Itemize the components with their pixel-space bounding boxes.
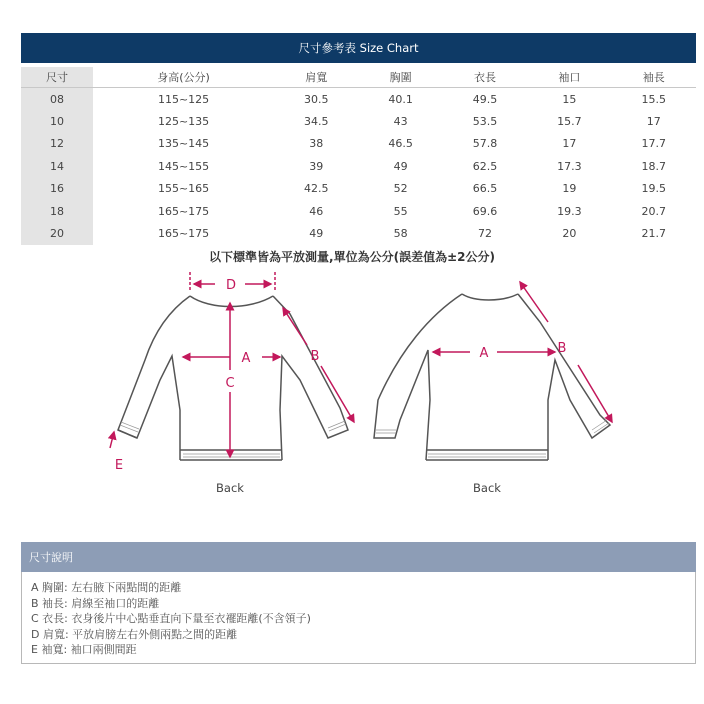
- table-cell: 145~155: [157, 159, 210, 173]
- column-header: 袖口: [527, 67, 611, 88]
- table-cell: 20.7: [641, 204, 667, 218]
- label-a: A: [241, 351, 251, 366]
- caption-left-back: Back: [216, 481, 244, 495]
- table-cell: 62.5: [472, 159, 498, 173]
- table-cell: 17: [646, 115, 661, 129]
- table-cell: 52: [393, 182, 408, 196]
- explanation-item: C 衣長: 衣身後片中心點垂直向下量至衣襬距離(不含領子): [31, 612, 311, 625]
- table-cell: 38: [309, 137, 324, 151]
- table-cell: 19.5: [641, 182, 667, 196]
- size-cell: 08: [21, 88, 93, 111]
- label-b-back: B: [557, 341, 567, 356]
- column-header: 袖長: [612, 67, 696, 88]
- table-cell: 19: [562, 182, 577, 196]
- table-cell: 15.7: [557, 115, 582, 129]
- table-cell: 39: [309, 159, 324, 173]
- size-cell: 14: [21, 155, 93, 177]
- table-cell: 57.8: [472, 137, 498, 151]
- size-cell: 18: [21, 200, 93, 222]
- explanation-item: A 胸圍: 左右腋下兩點間的距離: [31, 581, 182, 594]
- table-row: [21, 110, 696, 132]
- table-cell: 66.5: [472, 182, 498, 196]
- back-ribbing: [376, 420, 609, 457]
- size-cell: 20: [21, 222, 93, 244]
- size-cell: 12: [21, 133, 93, 155]
- table-cell: 21.7: [641, 227, 667, 241]
- table-cell: 43: [393, 115, 408, 129]
- table-cell: 30.5: [304, 92, 329, 106]
- column-header: 胸圍: [358, 67, 442, 88]
- table-cell: 125~135: [157, 115, 210, 129]
- garment-diagram: [100, 270, 630, 510]
- explanation-item: E 袖寬: 袖口兩側間距: [31, 643, 137, 656]
- table-cell: 46.5: [388, 137, 413, 151]
- table-cell: 15: [562, 92, 577, 106]
- table-row: [21, 200, 696, 222]
- table-cell: 42.5: [304, 182, 329, 196]
- table-cell: 20: [562, 227, 577, 241]
- table-cell: 72: [478, 227, 493, 241]
- table-cell: 155~165: [157, 182, 210, 196]
- label-e: E: [114, 458, 124, 473]
- explanation-box: [21, 572, 696, 664]
- label-d: D: [225, 278, 237, 293]
- table-cell: 58: [393, 227, 408, 241]
- table-cell: 46: [309, 204, 324, 218]
- measurement-labels-left: [115, 278, 320, 473]
- table-header-row: [21, 67, 696, 88]
- caption-right-back: Back: [473, 481, 501, 495]
- column-header: 身高(公分): [93, 67, 274, 88]
- table-cell: 165~175: [157, 204, 210, 218]
- table-cell: 40.1: [388, 92, 413, 106]
- table-cell: 55: [393, 204, 408, 218]
- cuff-ribbing: [120, 421, 346, 457]
- measurement-lines-right: [433, 282, 612, 422]
- table-cell: 49: [309, 227, 324, 241]
- table-cell: 17.3: [557, 159, 582, 173]
- table-row: [21, 133, 696, 155]
- explanation-item: B 袖長: 肩線至袖口的距離: [31, 596, 160, 610]
- label-c: C: [225, 376, 235, 391]
- size-cell: 16: [21, 178, 93, 200]
- column-header: 肩寬: [274, 67, 358, 88]
- label-a-back: A: [479, 346, 489, 361]
- explanation-title: 尺寸說明: [21, 542, 696, 572]
- explanation-item: D 肩寬: 平放肩膀左右外側兩點之間的距離: [31, 627, 238, 641]
- back-sweater-outline: [374, 294, 610, 460]
- table-cell: 135~145: [157, 137, 210, 151]
- table-row: [21, 88, 696, 111]
- measurement-note: 以下標準皆為平放測量,單位為公分(誤差值為±2公分): [209, 250, 495, 264]
- size-cell: 10: [21, 110, 93, 132]
- table-cell: 15.5: [641, 92, 667, 106]
- label-b: B: [310, 349, 320, 364]
- column-header: 衣長: [443, 67, 527, 88]
- table-row: [21, 155, 696, 177]
- size-chart-title: 尺寸參考表 Size Chart: [21, 33, 696, 63]
- table-row: [21, 178, 696, 200]
- table-cell: 19.3: [557, 204, 582, 218]
- table-cell: 165~175: [157, 227, 210, 241]
- size-table: [21, 67, 696, 245]
- table-cell: 115~125: [157, 92, 210, 106]
- column-header: 尺寸: [21, 67, 93, 88]
- table-cell: 69.6: [472, 204, 498, 218]
- table-cell: 34.5: [304, 115, 329, 129]
- table-cell: 49: [393, 159, 408, 173]
- table-cell: 17: [562, 137, 577, 151]
- table-cell: 49.5: [472, 92, 498, 106]
- table-cell: 18.7: [641, 159, 667, 173]
- table-cell: 17.7: [641, 137, 667, 151]
- table-cell: 53.5: [472, 115, 498, 129]
- table-row: [21, 222, 696, 244]
